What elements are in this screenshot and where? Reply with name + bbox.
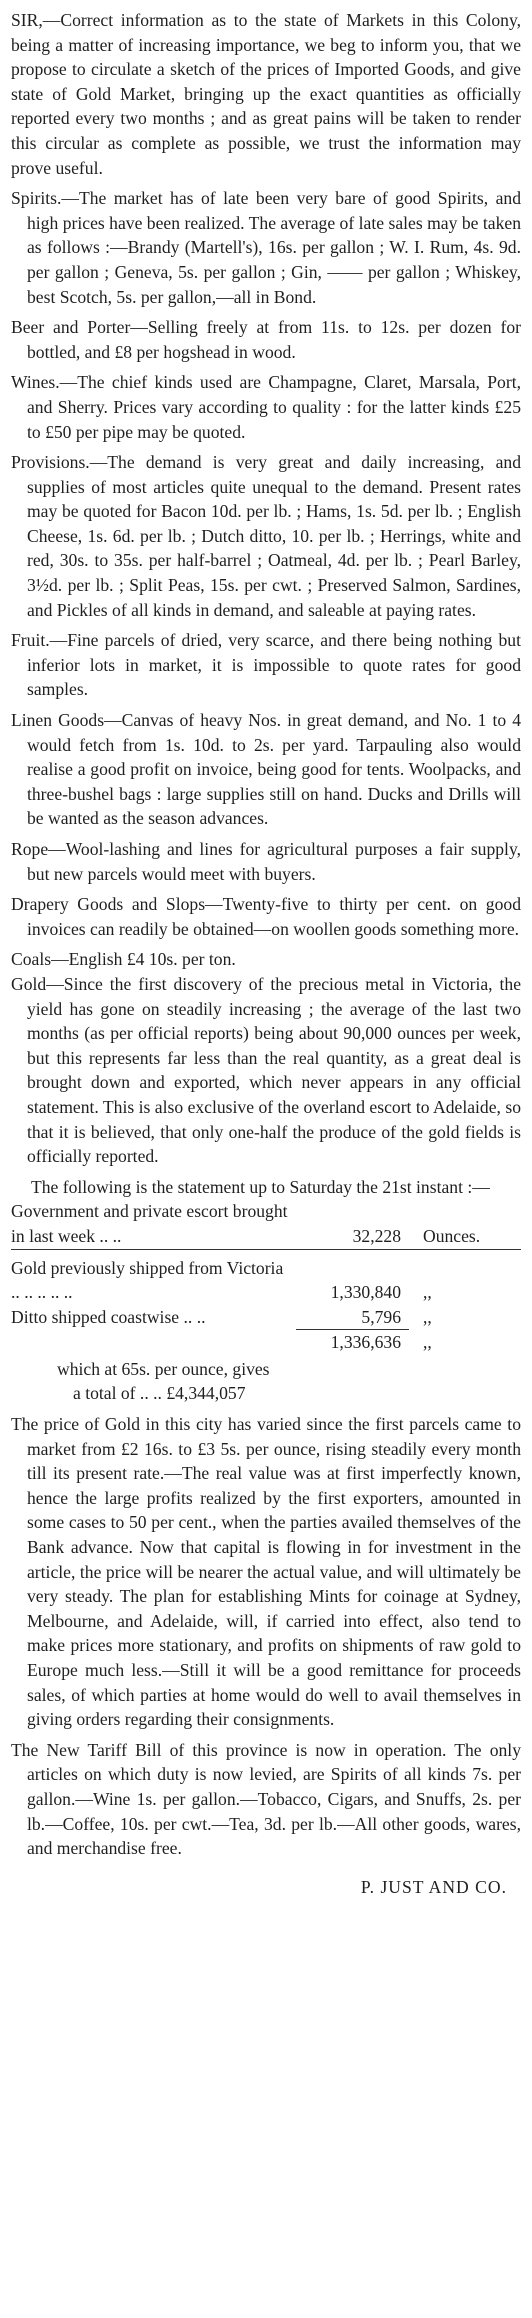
shipped-label: Gold previously shipped from Victoria .. .. .. .. .. [11, 1249, 296, 1305]
signature: P. JUST AND CO. [360, 1876, 507, 1897]
shipped-row [11, 1249, 521, 1305]
coals-paragraph: Coals—English £4 10s. per ton. [11, 949, 236, 970]
letter-intro: SIR,—Correct information as to the state of Markets in this Colony, being a matter of increasing importance, we beg to inform you, that we propose to circulate a sketch of the prices of Imported Goods, and give state of Gold Market, bringing up the exact quantities as officially reported every two months ; and as great pains will be taken to render this circular as complete as possible, we trust the information may prove useful. [11, 10, 521, 178]
total-prefix: which at 65s. per ounce, gives [57, 1358, 270, 1379]
linen-goods-paragraph: Linen Goods—Canvas of heavy Nos. in great demand, and No. 1 to 4 would fetch from 1s. 10d. to 2s. per yard. Tarpauling also would realise a good profit on invoice, being good for tents. Woolpacks, and three-bushel bags : large supplies still on hand. Ducks and Drills will be wanted as the season advances. [11, 710, 521, 829]
shipped-unit: ,, [409, 1249, 521, 1305]
wines-paragraph: Wines.—The chief kinds used are Champagne, Claret, Marsala, Port, and Sherry. Prices vary according to quality : for the latter kinds £25 to £50 per pipe may be quoted. [11, 372, 521, 442]
tariff-paragraph: The New Tariff Bill of this province is now in operation. The only articles on which duty is now levied, are Spirits of all kinds 7s. per gallon.—Wine 1s. per gallon.—Tobacco, Cigars, and Snuffs, 2s. per lb.—Coffee, 10s. per cwt.—Tea, 3d. per lb.—All other goods, wares, and merchandise free. [11, 1739, 521, 1859]
escort-row [11, 1199, 521, 1249]
shipped-value: 1,330,840 [296, 1249, 409, 1305]
gold-total [11, 1357, 521, 1406]
gold-price-paragraph: The price of Gold in this city has varied since the first parcels came to market from £2 16s. to £3 5s. per ounce, rising steadily every month till its present rate.—The real value was at first imperfectly known, hence the large profits realized by the first exporters, amounted in some cases to 50 per cent., when the parties availed themselves of the Bank advance. Now that capital is flowing in for investment in the article, the price will be nearer the actual value, and will ultimately be very steady. The plan for establishing Mints for coinage at Sydney, Melbourne, and Adelaide, will, if carried into effect, also tend to make prices more stationary, and profits on shipments of raw gold to Europe much less.—Still it will be a good remittance for proceeds sales, of which parties at home would do well to avail themselves in giving orders regarding their consignments. [11, 1414, 521, 1730]
fruit-paragraph: Fruit.—Fine parcels of dried, very scarce, and there being nothing but inferior lots in market, it is impossible to quote rates for good samples. [11, 630, 521, 700]
gold-statement-table [11, 1199, 521, 1355]
total-value: a total of .. .. £4,344,057 [73, 1383, 246, 1404]
subtotal-unit: ,, [423, 1332, 432, 1353]
escort-value: 32,228 [352, 1225, 401, 1246]
coastwise-label: Ditto shipped coastwise .. .. [11, 1307, 206, 1328]
rope-paragraph: Rope—Wool-lashing and lines for agricultural purposes a fair supply, but new parcels would meet with buyers. [11, 839, 521, 884]
coastwise-row [11, 1305, 521, 1330]
provisions-paragraph: Provisions.—The demand is very great and daily increasing, and supplies of most articles quite unequal to the demand. Present rates may be quoted for Bacon 10d. per lb. ; Hams, 1s. 5d. per lb. ; English Cheese, 1s. 6d. per lb. ; Dutch ditto, 10. per lb. ; Herrings, white and red, 30s. to 35s. per half-barrel ; Oatmeal, 4d. per lb. ; Pearl Barley, 3½d. per lb. ; Split Peas, 15s. per cwt. ; Preserved Salmon, Sardines, and Pickles of all kinds in demand, and saleable at paying rates. [11, 452, 521, 620]
coastwise-unit: ,, [423, 1307, 432, 1328]
subtotal-row [11, 1330, 521, 1355]
escort-unit: Ounces. [423, 1225, 481, 1246]
subtotal-value: 1,336,636 [296, 1330, 409, 1355]
escort-label: Government and private escort brought in last week .. .. [11, 1201, 288, 1246]
drapery-paragraph: Drapery Goods and Slops—Twenty-five to thirty per cent. on good invoices can readily be obtained—on woollen goods something more. [11, 894, 521, 939]
statement-lead: The following is the statement up to Saturday the 21st instant :— [31, 1176, 490, 1197]
coastwise-value: 5,796 [361, 1306, 401, 1327]
beer-porter-paragraph: Beer and Porter—Selling freely at from 11s. to 12s. per dozen for bottled, and £8 per hogshead in wood. [11, 317, 521, 362]
gold-paragraph: Gold—Since the first discovery of the precious metal in Victoria, the yield has gone on steadily increasing ; the average of the last two months (as per official reports) being about 90,000 ounces per week, but this represents far less than the real quantity, as a great deal is brought down and exported, which never appears in any official statement. This is also exclusive of the overland escort to Adelaide, so that it is believed, that only one-half the produce of the gold fields is officially reported. [11, 973, 521, 1167]
spirits-paragraph: Spirits.—The market has of late been very bare of good Spirits, and high prices have been realized. The average of late sales may be taken as follows :—Brandy (Martell's), 16s. per gallon ; W. I. Rum, 4s. 9d. per gallon ; Geneva, 5s. per gallon ; Gin, —— per gallon ; Whiskey, best Scotch, 5s. per gallon,—all in Bond. [11, 188, 521, 307]
